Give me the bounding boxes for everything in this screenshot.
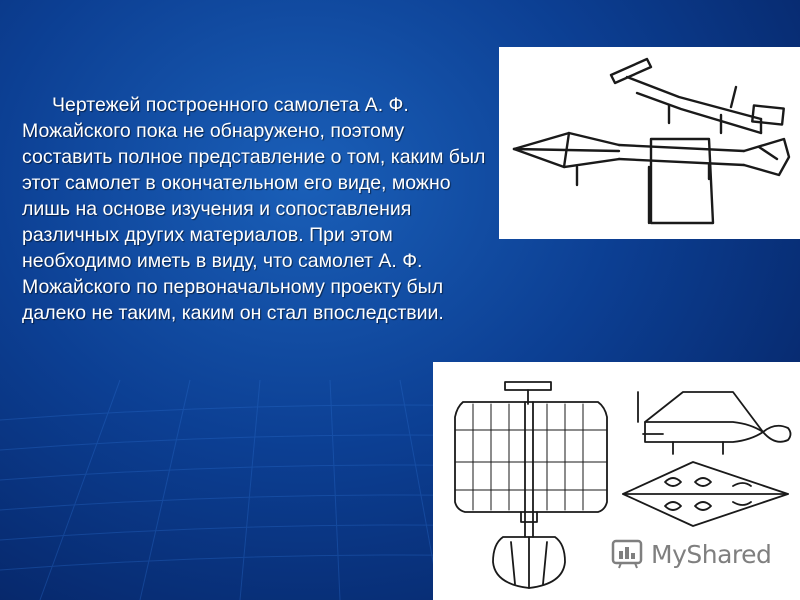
aircraft-drawing-top — [499, 47, 800, 239]
watermark — [611, 536, 771, 572]
myshared-logo-icon — [611, 539, 645, 569]
body-paragraph: Чертежей построенного самолета А. Ф. Можайского пока не обнаружено, поэтому составить полное представление о том, каким был этот самолет в окончательном его виде, можно лишь на основе изучения и сопоставления различных других материалов. При этом необходимо иметь в виду, что самолет А. Ф. Можайского по первоначальному проекту был далеко не таким, каким он стал впоследствии. — [22, 94, 486, 324]
body-text-block — [22, 92, 492, 326]
aircraft-sketch-side-view — [499, 47, 800, 239]
watermark-text: MyShared — [651, 539, 772, 569]
